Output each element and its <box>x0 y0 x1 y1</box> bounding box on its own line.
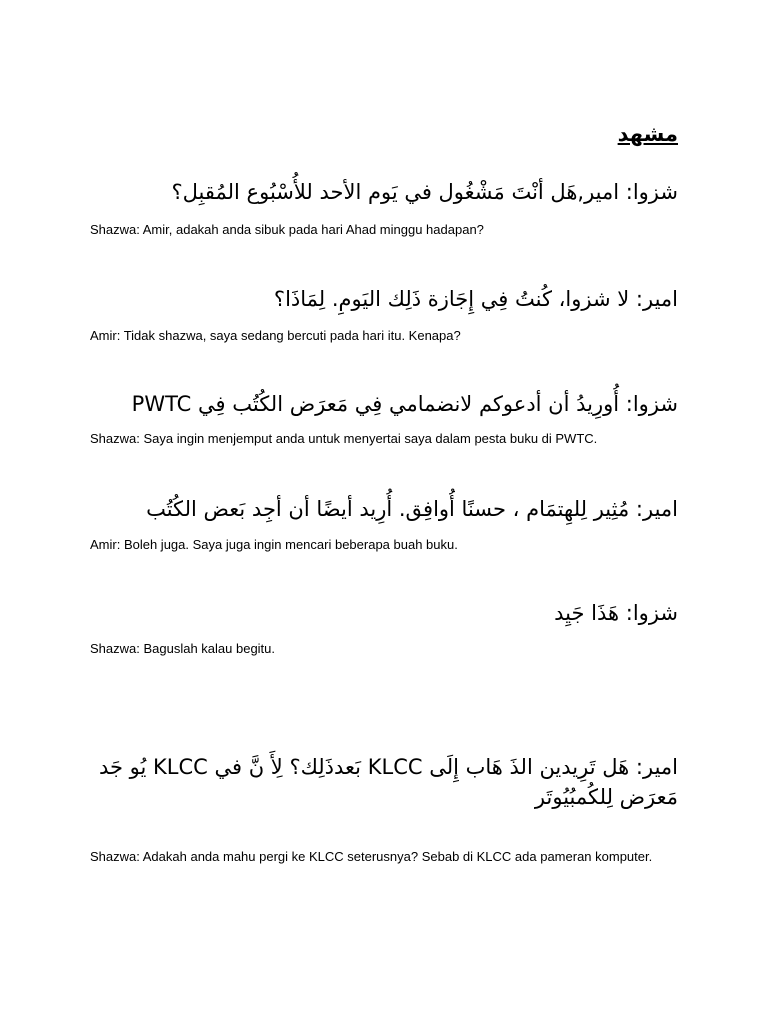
dialogue-arabic-3: شزوا: أُورِيدُ أن أدعوكم لانضمامي فِي مَعرَض الكُتُب فِي PWTC <box>131 392 678 416</box>
dialogue-arabic-2: امير: لا شزوا، كُنتُ فِي إِجَازة ذَلِك اليَومِ. لِمَاذَا؟ <box>273 287 678 311</box>
dialogue-malay-3: Shazwa: Saya ingin menjemput anda untuk menyertai saya dalam pesta buku di PWTC. <box>90 431 598 446</box>
dialogue-malay-1: Shazwa: Amir, adakah anda sibuk pada hari Ahad minggu hadapan? <box>90 222 484 237</box>
dialogue-malay-4: Amir: Boleh juga. Saya juga ingin mencari beberapa buah buku. <box>90 537 458 552</box>
dialogue-malay-2: Amir: Tidak shazwa, saya sedang bercuti pada hari itu. Kenapa? <box>90 328 461 343</box>
scene-title: مشهد <box>617 122 678 146</box>
dialogue-malay-6: Shazwa: Adakah anda mahu pergi ke KLCC seterusnya? Sebab di KLCC ada pameran komputer. <box>90 849 653 864</box>
dialogue-arabic-6: امير: هَل تَرِيدين الذَ هَاب إِلَى KLCC بَعدذَلِك؟ لِأَ نَّ في KLCC يُو جَد مَعرَض لِلكُمبُيُوتَر <box>98 755 678 809</box>
dialogue-arabic-4: امير: مُثِير لِلهِتمَام ، حسنًا أُوافِق. أُرِيد أيضًا أن أجِد بَعض الكُتُب <box>146 497 678 521</box>
dialogue-arabic-1: شزوا: امير,هَل أنْتَ مَشْغُول في يَوم الأحد للأُسْبُوع المُقبِل؟ <box>171 180 678 204</box>
dialogue-arabic-5: شزوا: هَذَا جَيِد <box>554 601 678 625</box>
dialogue-malay-5: Shazwa: Baguslah kalau begitu. <box>90 641 276 656</box>
